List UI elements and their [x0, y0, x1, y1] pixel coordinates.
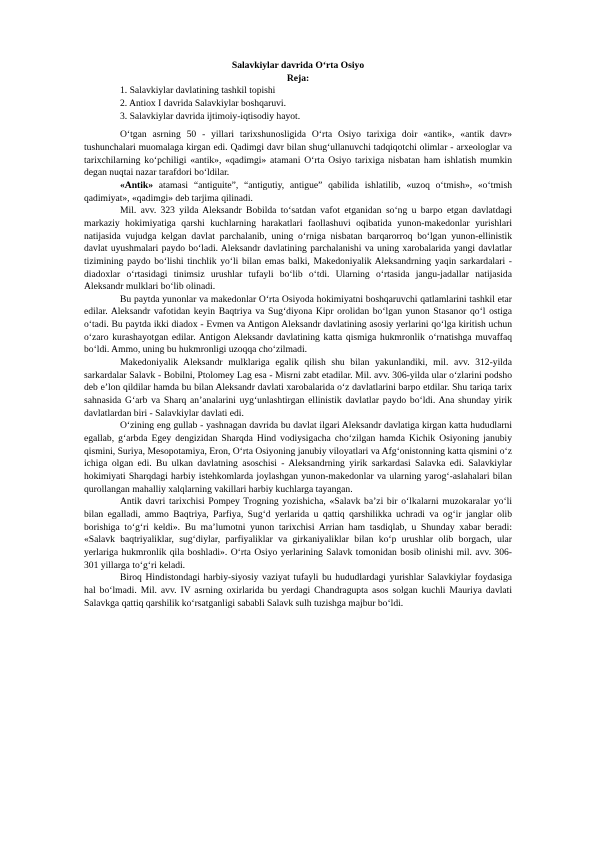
- plan-item: 1. Salavkiylar davlatining tashkil topishi: [120, 85, 276, 97]
- plan-list: [84, 85, 512, 123]
- paragraph: [84, 129, 512, 180]
- paragraph-lead-term: «Antik»: [120, 179, 154, 191]
- plan-item: 3. Salavkiylar davrida ijtimoiy-iqtisodiy hayot.: [120, 110, 301, 122]
- paragraph-text: Makedoniyalik Aleksandr mulklariga egalik qilish shu bilan yakunlandiki, mil. avv. 312-yilda sarkardalar Salavk - Bobilni, Ptolomey Lag esa - Misrni zabt etadilar. Mil. avv. 306-yilda ular o‘zlarini podsho deb e’lon qildilar hamda bu bilan Aleksandr davlati xarobalarida o‘z davlatlarini barpo etdilar. Shu tariqa tarix sahnasida G‘arb va Sharq an’analarini uyg‘unlashtirgan ellinistik davlatlar paydo bo‘ldi. Ana shunday yirik davlatlardan biri - Salavkiylar davlati edi.: [84, 357, 512, 419]
- paragraph: [84, 496, 512, 572]
- paragraph-text: Mil. avv. 323 yilda Aleksandr Bobilda to‘satdan vafot etganidan so‘ng u barpo etgan davlatdagi markaziy hokimiyatiga qarshi kuchlarning harakatlari faollashuvi oqibatida yunon-makedonlar yurishlari natijasida vujudga kelgan davlat parchalanib, uning o‘rniga nisbatan barqarorroq bo‘lgan yunon-ellinistik davlat uyushmalari paydo bo‘ladi. Aleksandr davlatining parchalanishi va uning xarobalarida yangi davlatlar tizimining paydo bo‘lishi tinchlik yo‘li bilan emas balki, Makedoniyalik Aleksandrning yaqin sarkardalari - diadoxlar o‘rtasidagi tinimsiz urushlar tufayli bo‘lib o‘tdi. Ularning o‘rtasida jangu-jadallar natijasida Aleksandr mulklari bo‘lib olinadi.: [84, 205, 512, 293]
- plan-heading: Reja:: [286, 72, 310, 84]
- paragraph: [84, 180, 512, 205]
- paragraph-text: O‘zining eng gullab - yashnagan davrida bu davlat ilgari Aleksandr davlatiga kirgan katta hududlarni egallab, g‘arbda Egey dengizidan Sharqda Hind vodiysigacha cho‘zilgan hamda Kichik Osiyoning janubiy qismini, Suriya, Mesopotamiya, Eron, O‘rta Osiyoning janubiy viloyatlari va Afg‘onistonning katta qismini o‘z ichiga olgan edi. Bu ulkan davlatning asoschisi - Aleksandrning yirik sarkardasi Salavka edi. Salavkiylar hokimiyati Sharqdagi harbiy istehkomlarda joylashgan yunon-makedonlar va ularning yarog‘-aslahalari bilan qurollangan mahalliy xalqlarning vakillari harbiy kuchlarga tayangan.: [84, 420, 512, 495]
- plan-item: 2. Antiox I davrida Salavkiylar boshqaruvi.: [120, 97, 286, 109]
- paragraph: [84, 357, 512, 420]
- paragraph-text: O‘tgan asrning 50 - yillari tarixshunosligida O‘rta Osiyo tarixiga doir «antik», «antik davr» tushunchalari muomalaga kirgan edi. Qadimgi davr bilan shug‘ullanuvchi tadqiqotchi olimlar - arxeologlar va tarixchilarning ko‘pchiligi «antik», «qadimgi» atamani O‘rta Osiyo tarixiga nisbatan ham ishlatish mumkin degan nuqtai nazar tarafdori bo‘ldilar.: [84, 129, 512, 179]
- paragraph-text: Antik davri tarixchisi Pompey Trogning yozishicha, «Salavk ba’zi bir o‘lkalarni muzokaralar yo‘li bilan egalladi, ammo Baqtriya, Parfiya, Sug‘d yerlarida u qattiq qarshilikka uchradi va og‘ir janglar olib borishiga to‘g‘ri keldi». Bu ma’lumotni yunon tarixchisi Arrian ham tasdiqlab, u Shunday xabar beradi: «Salavk baqtriyaliklar, sug‘diylar, parfiyaliklar va girkaniyaliklar bilan ko‘p urushlar olib borgach, ular yerlariga hukmronlik qila boshladi». O‘rta Osiyo yerlarining Salavk tomonidan bosib olinishi mil. avv. 306-301 yillarga to‘g‘ri keladi.: [84, 496, 512, 571]
- paragraph-text: Bu paytda yunonlar va makedonlar O‘rta Osiyoda hokimiyatni boshqaruvchi qatlamlarini tashkil etar edilar. Aleksandr vafotidan keyin Baqtriya va Sug‘diyona Kipr orolidan bo‘lgan yunon Stasanor qo‘l ostiga o‘tadi. Bu paytda ikki diadox - Evmen va Antigon Aleksandr davlatining asosiy yerlarini qo‘lga kiritish uchun o‘zaro kurashayotgan edilar. Antigon Aleksandr davlatining katta qismiga hukmronlik o‘rnatishga muvaffaq bo‘ldi. Ammo, uning bu hukmronligi uzoqqa cho‘zilmadi.: [84, 293, 512, 356]
- paragraph-text: Biroq Hindistondagi harbiy-siyosiy vaziyat tufayli bu hududlardagi yurishlar Salavkiylar foydasiga hal bo‘lmadi. Mil. avv. IV asrning oxirlarida bu yerdagi Chandragupta asos solgan kuchli Mauriya davlati Salavkga qattiq qarshilik ko‘rsatganligi sababli Salavk sulh tuzishga majbur bo‘ldi.: [84, 572, 512, 609]
- paragraph: [84, 572, 512, 610]
- paragraph: [84, 420, 512, 496]
- document-title: Salavkiylar davrida O‘rta Osiyo: [231, 60, 365, 71]
- paragraph: [84, 205, 512, 294]
- paragraph: [84, 294, 512, 357]
- paragraph-text: atamasi “antiguite”, “antigutiy, antigue” qabilida ishlatilib, «uzoq o‘tmish», «o‘tmish qadimiyat», «qadimgi» deb tarjima qilinadi.: [84, 179, 512, 204]
